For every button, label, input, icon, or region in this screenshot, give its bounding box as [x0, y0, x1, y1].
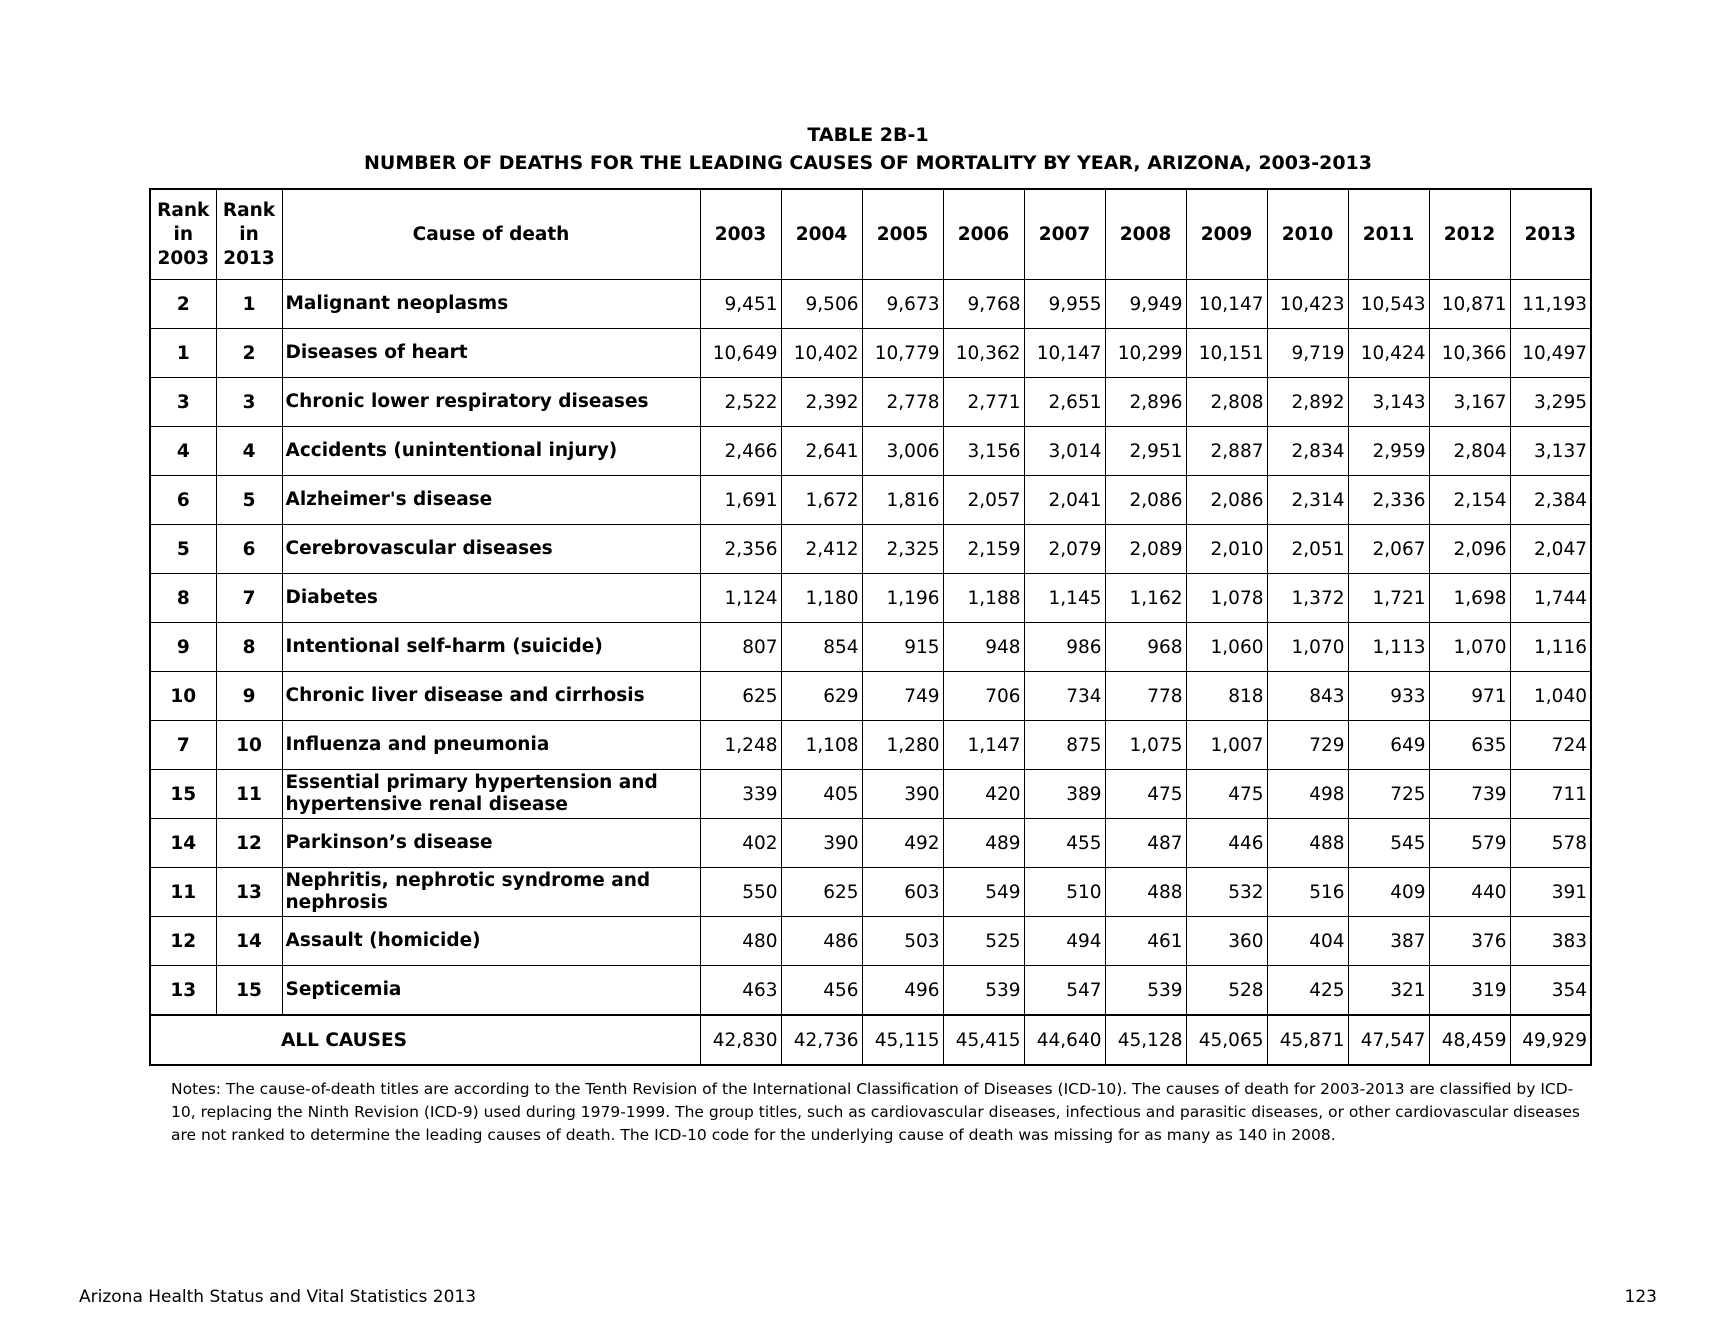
value-cell: 2,834 — [1267, 427, 1348, 476]
header-year: 2003 — [700, 189, 781, 280]
value-cell: 948 — [943, 623, 1024, 672]
value-cell: 2,314 — [1267, 476, 1348, 525]
value-cell: 10,497 — [1510, 329, 1591, 378]
cause-cell: Chronic lower respiratory diseases — [282, 378, 700, 427]
value-cell: 10,779 — [862, 329, 943, 378]
value-cell: 1,124 — [700, 574, 781, 623]
rank-2013-cell: 6 — [216, 525, 282, 574]
rank-2013-cell: 10 — [216, 721, 282, 770]
value-cell: 456 — [781, 966, 862, 1016]
value-cell: 1,070 — [1429, 623, 1510, 672]
notes: Notes: The cause-of-death titles are according to the Tenth Revision of the International Classification of Diseases (ICD-10). The causes of death for 2003-2013 are classified by ICD-10, replacing the Ninth Revision (ICD-9) used during 1979-1999. The group titles, such as cardiovascular diseases, infectious and parasitic diseases, or other cardiovascular diseases are not ranked to determine the leading causes of death. The ICD-10 code for the underlying cause of death was missing for as many as 140 in 2008. — [171, 1080, 1580, 1144]
value-cell: 2,051 — [1267, 525, 1348, 574]
total-value-cell: 45,871 — [1267, 1015, 1348, 1065]
value-cell: 854 — [781, 623, 862, 672]
value-cell: 2,079 — [1024, 525, 1105, 574]
value-cell: 404 — [1267, 917, 1348, 966]
value-cell: 1,147 — [943, 721, 1024, 770]
header-year: 2005 — [862, 189, 943, 280]
table-title: TABLE 2B-1 — [807, 124, 929, 146]
value-cell: 2,159 — [943, 525, 1024, 574]
mortality-table — [149, 188, 1592, 1066]
page-number: 123 — [1624, 1287, 1657, 1307]
value-cell: 2,010 — [1186, 525, 1267, 574]
value-cell: 383 — [1510, 917, 1591, 966]
rank-2013-cell: 7 — [216, 574, 282, 623]
rank-2013-cell: 9 — [216, 672, 282, 721]
value-cell: 9,673 — [862, 280, 943, 329]
value-cell: 1,816 — [862, 476, 943, 525]
rank-2003-cell: 1 — [150, 329, 216, 378]
value-cell: 409 — [1348, 868, 1429, 917]
header-rank-2013-line2: in — [239, 223, 259, 245]
value-cell: 547 — [1024, 966, 1105, 1016]
cause-cell: Alzheimer's disease — [282, 476, 700, 525]
header-rank-2003-line1: Rank — [157, 199, 210, 221]
value-cell: 321 — [1348, 966, 1429, 1016]
rank-2013-cell: 1 — [216, 280, 282, 329]
header-year: 2007 — [1024, 189, 1105, 280]
value-cell: 10,151 — [1186, 329, 1267, 378]
rank-2013-cell: 4 — [216, 427, 282, 476]
rank-2003-cell: 2 — [150, 280, 216, 329]
value-cell: 986 — [1024, 623, 1105, 672]
total-value-cell: 49,929 — [1510, 1015, 1591, 1065]
value-cell: 480 — [700, 917, 781, 966]
value-cell: 390 — [781, 819, 862, 868]
value-cell: 1,691 — [700, 476, 781, 525]
value-cell: 2,325 — [862, 525, 943, 574]
header-year: 2012 — [1429, 189, 1510, 280]
value-cell: 550 — [700, 868, 781, 917]
value-cell: 10,424 — [1348, 329, 1429, 378]
value-cell: 649 — [1348, 721, 1429, 770]
cause-cell: Diseases of heart — [282, 329, 700, 378]
value-cell: 496 — [862, 966, 943, 1016]
value-cell: 2,892 — [1267, 378, 1348, 427]
table-row — [150, 378, 1591, 427]
value-cell: 725 — [1348, 770, 1429, 819]
value-cell: 2,047 — [1510, 525, 1591, 574]
value-cell: 1,721 — [1348, 574, 1429, 623]
value-cell: 405 — [781, 770, 862, 819]
header-rank-2003-line3: 2003 — [157, 247, 209, 269]
value-cell: 2,412 — [781, 525, 862, 574]
value-cell: 2,336 — [1348, 476, 1429, 525]
value-cell: 9,768 — [943, 280, 1024, 329]
value-cell: 807 — [700, 623, 781, 672]
value-cell: 390 — [862, 770, 943, 819]
total-value-cell: 47,547 — [1348, 1015, 1429, 1065]
total-value-cell: 42,736 — [781, 1015, 862, 1065]
value-cell: 503 — [862, 917, 943, 966]
value-cell: 2,041 — [1024, 476, 1105, 525]
total-value-cell: 44,640 — [1024, 1015, 1105, 1065]
value-cell: 2,392 — [781, 378, 862, 427]
header-year: 2009 — [1186, 189, 1267, 280]
total-row — [150, 1015, 1591, 1065]
value-cell: 1,372 — [1267, 574, 1348, 623]
value-cell: 539 — [1105, 966, 1186, 1016]
value-cell: 1,196 — [862, 574, 943, 623]
rank-2013-cell: 2 — [216, 329, 282, 378]
cause-cell: Nephritis, nephrotic syndrome and nephrosis — [282, 868, 700, 917]
value-cell: 2,951 — [1105, 427, 1186, 476]
value-cell: 461 — [1105, 917, 1186, 966]
value-cell: 579 — [1429, 819, 1510, 868]
table-subtitle: NUMBER OF DEATHS FOR THE LEADING CAUSES OF MORTALITY BY YEAR, ARIZONA, 2003-2013 — [364, 152, 1372, 174]
value-cell: 739 — [1429, 770, 1510, 819]
value-cell: 539 — [943, 966, 1024, 1016]
rank-2013-cell: 12 — [216, 819, 282, 868]
header-year: 2008 — [1105, 189, 1186, 280]
value-cell: 3,006 — [862, 427, 943, 476]
value-cell: 971 — [1429, 672, 1510, 721]
value-cell: 875 — [1024, 721, 1105, 770]
cause-cell: Parkinson’s disease — [282, 819, 700, 868]
total-value-cell: 42,830 — [700, 1015, 781, 1065]
value-cell: 9,506 — [781, 280, 862, 329]
value-cell: 3,143 — [1348, 378, 1429, 427]
value-cell: 1,698 — [1429, 574, 1510, 623]
value-cell: 10,147 — [1186, 280, 1267, 329]
value-cell: 578 — [1510, 819, 1591, 868]
value-cell: 9,949 — [1105, 280, 1186, 329]
rank-2003-cell: 11 — [150, 868, 216, 917]
rank-2013-cell: 14 — [216, 917, 282, 966]
value-cell: 625 — [781, 868, 862, 917]
value-cell: 1,248 — [700, 721, 781, 770]
table-row — [150, 770, 1591, 819]
value-cell: 749 — [862, 672, 943, 721]
table-row — [150, 672, 1591, 721]
value-cell: 3,137 — [1510, 427, 1591, 476]
value-cell: 2,466 — [700, 427, 781, 476]
value-cell: 9,451 — [700, 280, 781, 329]
value-cell: 1,040 — [1510, 672, 1591, 721]
value-cell: 387 — [1348, 917, 1429, 966]
cause-cell: Chronic liver disease and cirrhosis — [282, 672, 700, 721]
value-cell: 933 — [1348, 672, 1429, 721]
value-cell: 1,145 — [1024, 574, 1105, 623]
value-cell: 376 — [1429, 917, 1510, 966]
value-cell: 1,108 — [781, 721, 862, 770]
value-cell: 549 — [943, 868, 1024, 917]
header-rank-2003 — [150, 189, 216, 280]
value-cell: 319 — [1429, 966, 1510, 1016]
value-cell: 729 — [1267, 721, 1348, 770]
value-cell: 2,641 — [781, 427, 862, 476]
total-value-cell: 48,459 — [1429, 1015, 1510, 1065]
cause-cell: Intentional self-harm (suicide) — [282, 623, 700, 672]
value-cell: 475 — [1186, 770, 1267, 819]
value-cell: 1,672 — [781, 476, 862, 525]
rank-2003-cell: 10 — [150, 672, 216, 721]
value-cell: 463 — [700, 966, 781, 1016]
rank-2003-cell: 13 — [150, 966, 216, 1016]
value-cell: 2,651 — [1024, 378, 1105, 427]
value-cell: 2,089 — [1105, 525, 1186, 574]
value-cell: 10,299 — [1105, 329, 1186, 378]
header-year: 2004 — [781, 189, 862, 280]
header-rank-2013-line3: 2013 — [223, 247, 275, 269]
value-cell: 2,384 — [1510, 476, 1591, 525]
header-year: 2010 — [1267, 189, 1348, 280]
value-cell: 2,804 — [1429, 427, 1510, 476]
total-value-cell: 45,115 — [862, 1015, 943, 1065]
value-cell: 629 — [781, 672, 862, 721]
value-cell: 1,188 — [943, 574, 1024, 623]
rank-2003-cell: 8 — [150, 574, 216, 623]
footer-publication: Arizona Health Status and Vital Statistics 2013 — [79, 1287, 477, 1307]
value-cell: 545 — [1348, 819, 1429, 868]
value-cell: 915 — [862, 623, 943, 672]
table-row — [150, 966, 1591, 1016]
table-row — [150, 917, 1591, 966]
value-cell: 528 — [1186, 966, 1267, 1016]
rank-2003-cell: 5 — [150, 525, 216, 574]
rank-2003-cell: 3 — [150, 378, 216, 427]
value-cell: 2,896 — [1105, 378, 1186, 427]
rank-2003-cell: 7 — [150, 721, 216, 770]
table-row — [150, 721, 1591, 770]
value-cell: 724 — [1510, 721, 1591, 770]
table-row — [150, 280, 1591, 329]
value-cell: 2,887 — [1186, 427, 1267, 476]
value-cell: 510 — [1024, 868, 1105, 917]
rank-2013-cell: 15 — [216, 966, 282, 1016]
value-cell: 1,162 — [1105, 574, 1186, 623]
table-row — [150, 525, 1591, 574]
value-cell: 10,147 — [1024, 329, 1105, 378]
value-cell: 1,180 — [781, 574, 862, 623]
value-cell: 3,295 — [1510, 378, 1591, 427]
value-cell: 2,154 — [1429, 476, 1510, 525]
value-cell: 9,719 — [1267, 329, 1348, 378]
value-cell: 2,086 — [1105, 476, 1186, 525]
cause-cell: Diabetes — [282, 574, 700, 623]
total-value-cell: 45,415 — [943, 1015, 1024, 1065]
rank-2013-cell: 3 — [216, 378, 282, 427]
value-cell: 525 — [943, 917, 1024, 966]
cause-cell: Malignant neoplasms — [282, 280, 700, 329]
value-cell: 2,778 — [862, 378, 943, 427]
cause-cell: Septicemia — [282, 966, 700, 1016]
value-cell: 486 — [781, 917, 862, 966]
rank-2003-cell: 14 — [150, 819, 216, 868]
value-cell: 734 — [1024, 672, 1105, 721]
value-cell: 603 — [862, 868, 943, 917]
rank-2003-cell: 4 — [150, 427, 216, 476]
value-cell: 1,744 — [1510, 574, 1591, 623]
value-cell: 3,156 — [943, 427, 1024, 476]
value-cell: 2,808 — [1186, 378, 1267, 427]
value-cell: 488 — [1267, 819, 1348, 868]
header-rank-2003-line2: in — [173, 223, 193, 245]
value-cell: 446 — [1186, 819, 1267, 868]
total-label: ALL CAUSES — [150, 1015, 700, 1065]
total-value-cell: 45,065 — [1186, 1015, 1267, 1065]
value-cell: 402 — [700, 819, 781, 868]
value-cell: 1,280 — [862, 721, 943, 770]
rank-2003-cell: 15 — [150, 770, 216, 819]
table-row — [150, 574, 1591, 623]
value-cell: 339 — [700, 770, 781, 819]
value-cell: 1,007 — [1186, 721, 1267, 770]
value-cell: 2,522 — [700, 378, 781, 427]
value-cell: 3,014 — [1024, 427, 1105, 476]
value-cell: 3,167 — [1429, 378, 1510, 427]
value-cell: 10,871 — [1429, 280, 1510, 329]
rank-2003-cell: 12 — [150, 917, 216, 966]
value-cell: 532 — [1186, 868, 1267, 917]
value-cell: 360 — [1186, 917, 1267, 966]
table-row — [150, 868, 1591, 917]
header-year: 2006 — [943, 189, 1024, 280]
value-cell: 10,366 — [1429, 329, 1510, 378]
value-cell: 492 — [862, 819, 943, 868]
rank-2013-cell: 5 — [216, 476, 282, 525]
value-cell: 1,116 — [1510, 623, 1591, 672]
value-cell: 2,057 — [943, 476, 1024, 525]
value-cell: 843 — [1267, 672, 1348, 721]
value-cell: 968 — [1105, 623, 1186, 672]
value-cell: 1,070 — [1267, 623, 1348, 672]
cause-cell: Accidents (unintentional injury) — [282, 427, 700, 476]
value-cell: 516 — [1267, 868, 1348, 917]
value-cell: 10,402 — [781, 329, 862, 378]
value-cell: 2,096 — [1429, 525, 1510, 574]
value-cell: 425 — [1267, 966, 1348, 1016]
value-cell: 389 — [1024, 770, 1105, 819]
table-row — [150, 329, 1591, 378]
rank-2013-cell: 11 — [216, 770, 282, 819]
value-cell: 487 — [1105, 819, 1186, 868]
header-row — [150, 189, 1591, 280]
value-cell: 778 — [1105, 672, 1186, 721]
header-cause: Cause of death — [282, 189, 700, 280]
value-cell: 2,771 — [943, 378, 1024, 427]
value-cell: 10,362 — [943, 329, 1024, 378]
header-year: 2013 — [1510, 189, 1591, 280]
rank-2003-cell: 6 — [150, 476, 216, 525]
value-cell: 488 — [1105, 868, 1186, 917]
value-cell: 818 — [1186, 672, 1267, 721]
value-cell: 2,067 — [1348, 525, 1429, 574]
header-rank-2013-line1: Rank — [222, 199, 276, 221]
value-cell: 9,955 — [1024, 280, 1105, 329]
header-year: 2011 — [1348, 189, 1429, 280]
value-cell: 489 — [943, 819, 1024, 868]
rank-2003-cell: 9 — [150, 623, 216, 672]
value-cell: 455 — [1024, 819, 1105, 868]
value-cell: 11,193 — [1510, 280, 1591, 329]
cause-cell: Essential primary hypertension and hypertensive renal disease — [282, 770, 700, 819]
value-cell: 2,356 — [700, 525, 781, 574]
value-cell: 2,086 — [1186, 476, 1267, 525]
value-cell: 494 — [1024, 917, 1105, 966]
table-row — [150, 476, 1591, 525]
rank-2013-cell: 13 — [216, 868, 282, 917]
rank-2013-cell: 8 — [216, 623, 282, 672]
value-cell: 1,078 — [1186, 574, 1267, 623]
value-cell: 10,649 — [700, 329, 781, 378]
value-cell: 706 — [943, 672, 1024, 721]
value-cell: 2,959 — [1348, 427, 1429, 476]
value-cell: 1,113 — [1348, 623, 1429, 672]
value-cell: 420 — [943, 770, 1024, 819]
table-row — [150, 819, 1591, 868]
value-cell: 1,060 — [1186, 623, 1267, 672]
value-cell: 10,543 — [1348, 280, 1429, 329]
value-cell: 391 — [1510, 868, 1591, 917]
table-row — [150, 623, 1591, 672]
value-cell: 711 — [1510, 770, 1591, 819]
table-row — [150, 427, 1591, 476]
total-value-cell: 45,128 — [1105, 1015, 1186, 1065]
value-cell: 440 — [1429, 868, 1510, 917]
value-cell: 475 — [1105, 770, 1186, 819]
value-cell: 10,423 — [1267, 280, 1348, 329]
value-cell: 625 — [700, 672, 781, 721]
value-cell: 354 — [1510, 966, 1591, 1016]
cause-cell: Assault (homicide) — [282, 917, 700, 966]
value-cell: 498 — [1267, 770, 1348, 819]
header-rank-2013 — [216, 189, 282, 280]
cause-cell: Influenza and pneumonia — [282, 721, 700, 770]
value-cell: 1,075 — [1105, 721, 1186, 770]
value-cell: 635 — [1429, 721, 1510, 770]
cause-cell: Cerebrovascular diseases — [282, 525, 700, 574]
